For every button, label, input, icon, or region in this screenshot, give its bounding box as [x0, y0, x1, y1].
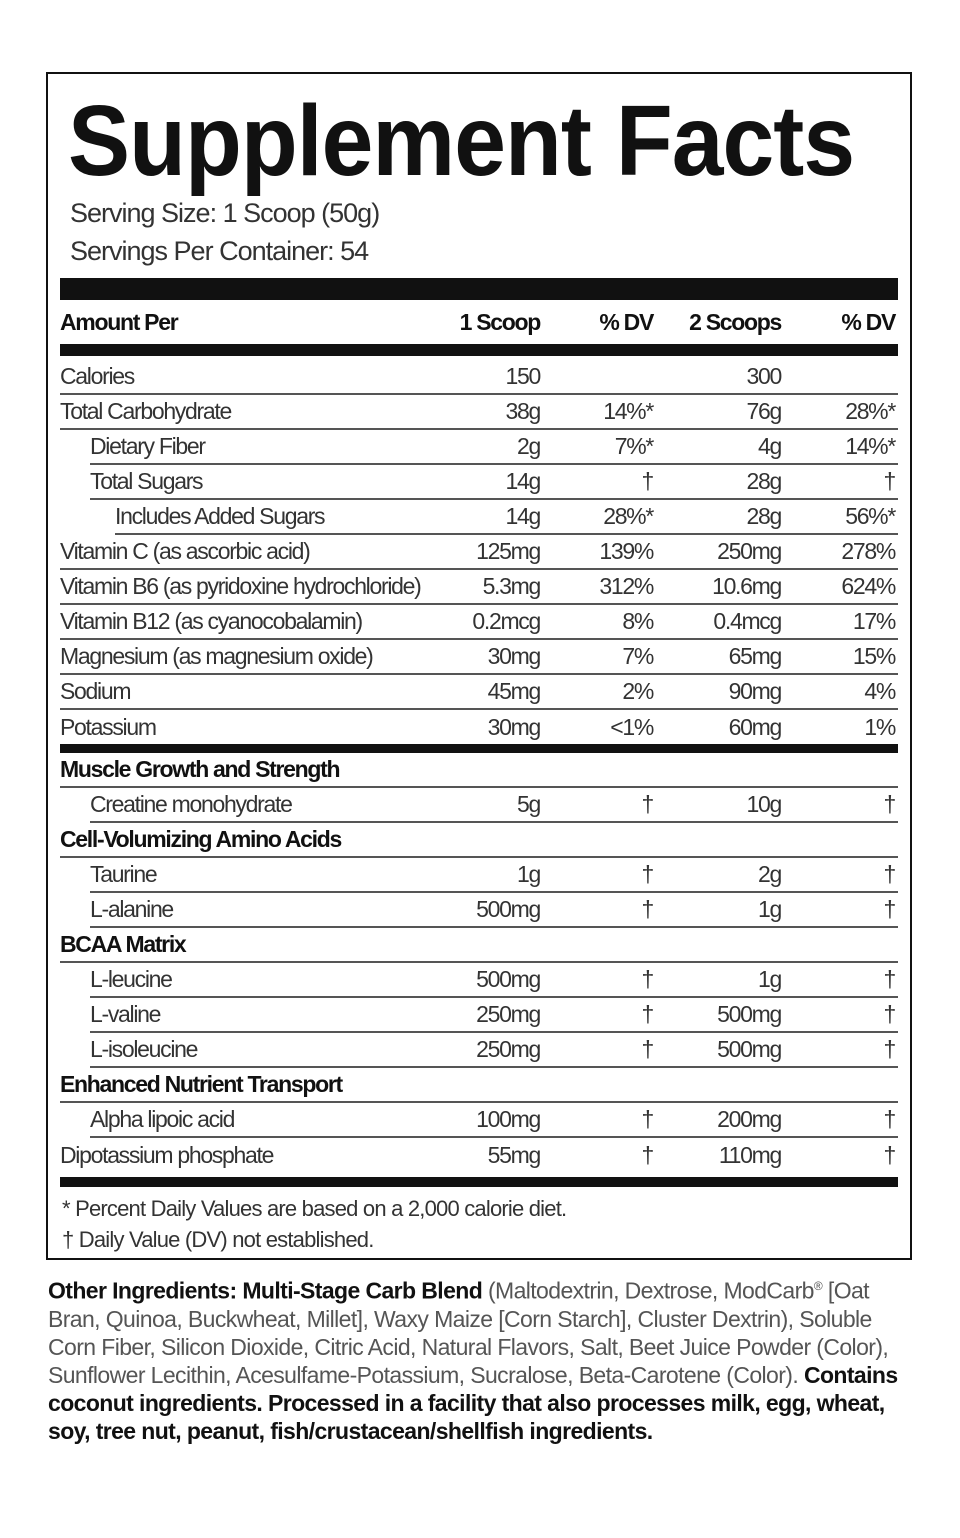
amount-one-scoop: 1g	[517, 861, 540, 887]
dv-two-scoops: 1%	[864, 714, 895, 740]
table-row	[60, 640, 898, 675]
amount-one-scoop: 125mg	[476, 538, 540, 564]
nutrient-name: Cell-Volumizing Amino Acids	[60, 826, 341, 852]
table-row	[60, 710, 898, 745]
dv-two-scoops: 14%*	[845, 433, 895, 459]
table-row	[60, 570, 898, 605]
nutrient-name: Muscle Growth and Strength	[60, 756, 340, 782]
amount-per-label: Amount Per	[60, 308, 178, 335]
nutrient-name: Vitamin C (as ascorbic acid)	[60, 538, 310, 564]
amount-two-scoops: 500mg	[717, 1036, 781, 1062]
dv-two-scoops: †	[883, 1036, 895, 1062]
amount-two-scoops: 76g	[746, 398, 781, 424]
amount-one-scoop: 45mg	[487, 678, 540, 704]
nutrient-name: Vitamin B12 (as cyanocobalamin)	[60, 608, 362, 634]
nutrient-name: Taurine	[90, 861, 157, 887]
ingredients-text: (Maltodextrin, Dextrose, ModCarb	[482, 1277, 814, 1304]
table-row	[90, 998, 898, 1033]
section-header	[60, 823, 898, 858]
dv-two-scoops: †	[883, 1142, 895, 1168]
amount-two-scoops: 200mg	[717, 1106, 781, 1132]
nutrient-name: L-leucine	[90, 966, 172, 992]
table-row	[90, 858, 898, 893]
dv-two-scoops: 624%	[841, 573, 895, 599]
amount-two-scoops: 1g	[758, 896, 781, 922]
dv-one-scoop: 2%	[622, 678, 653, 704]
table-row	[90, 893, 898, 928]
amount-one-scoop: 14g	[505, 468, 540, 494]
dv-one-scoop: 312%	[599, 573, 653, 599]
dv-two-scoops: †	[883, 1106, 895, 1132]
dv-two-scoops: 4%	[864, 678, 895, 704]
nutrient-name: Total Sugars	[90, 468, 203, 494]
amount-two-scoops: 300	[746, 363, 781, 389]
dv-one-scoop: †	[641, 1106, 653, 1132]
dv-one-scoop: 28%*	[603, 503, 653, 529]
amount-one-scoop: 250mg	[476, 1001, 540, 1027]
nutrient-name: L-valine	[90, 1001, 161, 1027]
nutrient-name: Vitamin B6 (as pyridoxine hydrochloride)	[60, 573, 421, 599]
nutrient-name: Magnesium (as magnesium oxide)	[60, 643, 373, 669]
dv-two-scoops: 15%	[852, 643, 895, 669]
amount-one-scoop: 150	[505, 363, 540, 389]
dv-one-scoop: †	[641, 1142, 653, 1168]
dv-two-scoops: 28%*	[845, 398, 895, 424]
amount-two-scoops: 10g	[746, 791, 781, 817]
table-row	[60, 535, 898, 570]
table-row	[60, 395, 898, 430]
dv-two-scoops: 56%*	[845, 503, 895, 529]
table-row	[60, 1138, 898, 1173]
dv-one-scoop: 8%	[622, 608, 653, 634]
nutrient-name: BCAA Matrix	[60, 931, 186, 957]
thick-divider	[60, 344, 898, 356]
other-ingredients	[48, 1272, 918, 1445]
nutrient-name: L-isoleucine	[90, 1036, 198, 1062]
amount-one-scoop: 55mg	[487, 1142, 540, 1168]
dv-two-scoops: 278%	[841, 538, 895, 564]
nutrient-name: L-alanine	[90, 896, 173, 922]
ingredients-label: Other Ingredients: Multi-Stage Carb Blend	[48, 1277, 483, 1304]
thick-divider	[60, 744, 898, 753]
nutrient-name: Creatine monohydrate	[90, 791, 292, 817]
amount-one-scoop: 30mg	[487, 714, 540, 740]
amount-two-scoops: 110mg	[718, 1142, 781, 1168]
nutrient-table	[60, 360, 898, 745]
dv-two-scoops: †	[883, 791, 895, 817]
dv-one-scoop: 139%	[599, 538, 653, 564]
dv-one-scoop: †	[641, 861, 653, 887]
table-row	[60, 605, 898, 640]
nutrient-name: Alpha lipoic acid	[90, 1106, 235, 1132]
servings-per-container: Servings Per Container: 54	[70, 236, 369, 266]
amount-two-scoops: 4g	[758, 433, 781, 459]
dv-one-scoop: <1%	[610, 714, 653, 740]
thick-divider	[60, 278, 898, 300]
nutrient-name: Total Carbohydrate	[60, 398, 231, 424]
dv-one-scoop: †	[641, 896, 653, 922]
amount-two-scoops: 10.6mg	[712, 573, 781, 599]
table-row	[60, 675, 898, 710]
registered-mark: ®	[813, 1279, 823, 1293]
footnote-dv: * Percent Daily Values are based on a 2,000 calorie diet.	[62, 1196, 567, 1221]
dv-header-2: % DV	[841, 308, 895, 335]
nutrient-name: Dipotassium phosphate	[60, 1142, 274, 1168]
section-header	[60, 1068, 898, 1103]
dv-two-scoops: 17%	[852, 608, 895, 634]
amount-one-scoop: 5g	[517, 791, 540, 817]
amount-one-scoop: 0.2mcg	[472, 608, 540, 634]
amount-one-scoop: 30mg	[487, 643, 540, 669]
amount-one-scoop: 5.3mg	[482, 573, 540, 599]
dv-one-scoop: †	[641, 468, 653, 494]
amount-one-scoop: 14g	[505, 503, 540, 529]
dv-two-scoops: †	[883, 468, 895, 494]
blend-table	[60, 753, 898, 1173]
dv-two-scoops: †	[883, 966, 895, 992]
dv-one-scoop: †	[641, 1036, 653, 1062]
amount-one-scoop: 500mg	[476, 896, 540, 922]
dv-header-1: % DV	[599, 308, 653, 335]
amount-one-scoop: 250mg	[476, 1036, 540, 1062]
amount-two-scoops: 28g	[746, 468, 781, 494]
table-row	[60, 360, 898, 395]
table-row	[90, 788, 898, 823]
amount-one-scoop: 100mg	[476, 1106, 540, 1132]
table-row	[90, 430, 898, 465]
dv-one-scoop: 14%*	[603, 398, 653, 424]
amount-two-scoops: 60mg	[728, 714, 781, 740]
dv-two-scoops: †	[883, 1001, 895, 1027]
dv-one-scoop: †	[641, 791, 653, 817]
dv-one-scoop: 7%*	[614, 433, 653, 459]
amount-two-scoops: 90mg	[728, 678, 781, 704]
nutrient-name: Enhanced Nutrient Transport	[60, 1071, 342, 1097]
nutrient-name: Includes Added Sugars	[115, 503, 325, 529]
amount-two-scoops: 65mg	[728, 643, 781, 669]
thick-divider	[60, 1177, 898, 1187]
amount-one-scoop: 500mg	[476, 966, 540, 992]
nutrient-name: Potassium	[60, 714, 156, 740]
serving-size: Serving Size: 1 Scoop (50g)	[70, 198, 380, 228]
amount-two-scoops: 0.4mcg	[713, 608, 781, 634]
dv-one-scoop: †	[641, 966, 653, 992]
dv-two-scoops: †	[883, 861, 895, 887]
amount-two-scoops: 1g	[758, 966, 781, 992]
table-row	[90, 963, 898, 998]
amount-one-scoop: 2g	[517, 433, 540, 459]
column-header	[60, 300, 898, 344]
table-row	[115, 500, 898, 535]
two-scoops-header: 2 Scoops	[689, 308, 781, 335]
panel-title: Supplement Facts	[68, 85, 855, 197]
nutrient-name: Dietary Fiber	[90, 433, 205, 459]
dv-one-scoop: †	[641, 1001, 653, 1027]
table-row	[90, 1103, 898, 1138]
ingredients-text-cont: [Oat Bran, Quinoa, Buckwheat, Millet], Waxy Maize [Corn Starch], Cluster Dextrin), Soluble Corn Fiber, Silicon Dioxide, Citric Acid, Natural Flavors, Salt, Beet Juice Powder (Color), Sunflower Lecithin, Acesulfame-Potassium, Sucralose, Beta-Carotene (Color).	[48, 1277, 889, 1388]
table-row	[90, 1033, 898, 1068]
amount-two-scoops: 500mg	[717, 1001, 781, 1027]
dv-one-scoop: 7%	[622, 643, 653, 669]
nutrient-name: Calories	[60, 363, 134, 389]
amount-two-scoops: 28g	[746, 503, 781, 529]
table-row	[90, 465, 898, 500]
one-scoop-header: 1 Scoop	[459, 308, 540, 335]
amount-two-scoops: 2g	[758, 861, 781, 887]
section-header	[60, 928, 898, 963]
dv-two-scoops: †	[883, 896, 895, 922]
amount-two-scoops: 250mg	[717, 538, 781, 564]
section-header	[60, 753, 898, 788]
amount-one-scoop: 38g	[505, 398, 540, 424]
allergen-statement: Contains coconut ingredients. Processed in a facility that also processes milk, egg, wheat, soy, tree nut, peanut, fish/crustacean/shellfish ingredients.	[48, 1361, 898, 1444]
nutrient-name: Sodium	[60, 678, 131, 704]
footnote-dagger: † Daily Value (DV) not established.	[62, 1227, 374, 1252]
